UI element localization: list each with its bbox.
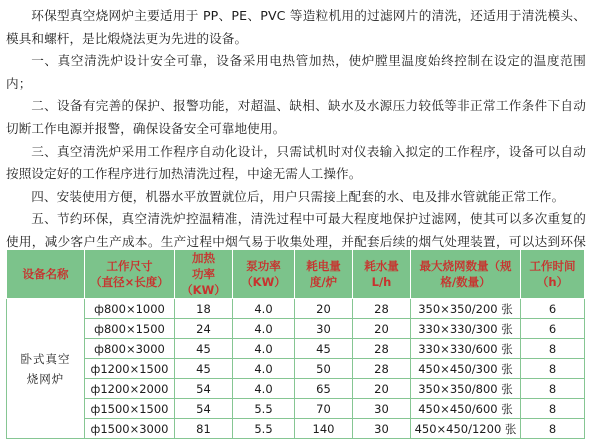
cell-working-time: 6 — [521, 319, 585, 339]
cell-water-consumption: 30 — [353, 399, 411, 419]
cell-power-consumption: 20 — [295, 299, 353, 319]
cell-working-size: ф800×1500 — [85, 319, 175, 339]
header-heating-power: 加热 功率（KW） — [175, 250, 233, 299]
cell-power-consumption: 140 — [295, 419, 353, 439]
table-header-row — [7, 250, 585, 299]
feature-paragraph-installation: 四、安装使用方便，机器水平放置就位后，用户只需接上配套的水、电及排水管就能正常工作。 — [31, 188, 565, 204]
header-working-size: 工作尺寸 （直径×长度） — [85, 250, 175, 299]
cell-pump-power: 5.5 — [233, 419, 295, 439]
table-row — [7, 419, 585, 439]
cell-power-consumption: 70 — [295, 399, 353, 419]
table-row — [7, 339, 585, 359]
cell-pump-power: 4.0 — [233, 379, 295, 399]
cell-water-consumption: 30 — [353, 419, 411, 439]
header-max-screen-quantity: 最大烧网数量（规 格/数量） — [411, 250, 521, 299]
cell-heating-power: 45 — [175, 359, 233, 379]
cell-working-size: ф1200×1500 — [85, 359, 175, 379]
spec-table — [6, 249, 585, 439]
cell-water-consumption: 20 — [353, 319, 411, 339]
cell-power-consumption: 45 — [295, 339, 353, 359]
cell-pump-power: 4.0 — [233, 319, 295, 339]
cell-heating-power: 24 — [175, 319, 233, 339]
table-body — [7, 299, 585, 439]
cell-working-time: 8 — [521, 359, 585, 379]
header-pump-power: 泵功率 （KW） — [233, 250, 295, 299]
cell-max-screen-quantity: 450×450/300 张 — [411, 359, 521, 379]
cell-heating-power: 54 — [175, 399, 233, 419]
description-text — [6, 5, 586, 276]
header-power-consumption: 耗电量 度/炉 — [295, 250, 353, 299]
cell-working-time: 8 — [521, 339, 585, 359]
cell-working-time: 8 — [521, 419, 585, 439]
table-row — [7, 299, 585, 319]
cell-water-consumption: 28 — [353, 299, 411, 319]
table-row — [7, 359, 585, 379]
cell-heating-power: 81 — [175, 419, 233, 439]
cell-water-consumption: 28 — [353, 339, 411, 359]
cell-power-consumption: 50 — [295, 359, 353, 379]
cell-max-screen-quantity: 350×350/200 张 — [411, 299, 521, 319]
cell-working-time: 8 — [521, 399, 585, 419]
cell-max-screen-quantity: 350×350/800 张 — [411, 379, 521, 399]
cell-working-size: ф800×3000 — [85, 339, 175, 359]
header-equipment-name: 设备名称 — [7, 250, 85, 299]
cell-heating-power: 45 — [175, 339, 233, 359]
cell-pump-power: 4.0 — [233, 299, 295, 319]
cell-max-screen-quantity: 450×450/1200 张 — [411, 419, 521, 439]
feature-paragraph-protection: 二、设备有完善的保护、报警功能，对超温、缺相、缺水及水源压力较低等非正常工作条件下自动切断工作电源并报警，确保设备安全可靠地使用。 — [6, 98, 586, 136]
cell-water-consumption: 28 — [353, 359, 411, 379]
cell-water-consumption: 20 — [353, 379, 411, 399]
cell-working-size: ф800×1000 — [85, 299, 175, 319]
cell-working-size: ф1500×3000 — [85, 419, 175, 439]
table-row — [7, 399, 585, 419]
table-row — [7, 379, 585, 399]
table-row — [7, 319, 585, 339]
cell-working-size: ф1500×1500 — [85, 399, 175, 419]
cell-working-size: ф1200×2000 — [85, 379, 175, 399]
header-working-time: 工作时间 （h） — [521, 250, 585, 299]
header-water-consumption: 耗水量 L/h — [353, 250, 411, 299]
cell-working-time: 6 — [521, 299, 585, 319]
cell-heating-power: 54 — [175, 379, 233, 399]
cell-equipment-name: 卧式真空 烧网炉 — [7, 299, 85, 439]
cell-max-screen-quantity: 330×330/300 张 — [411, 319, 521, 339]
cell-pump-power: 5.5 — [233, 399, 295, 419]
cell-power-consumption: 30 — [295, 319, 353, 339]
cell-power-consumption: 65 — [295, 379, 353, 399]
cell-pump-power: 4.0 — [233, 339, 295, 359]
cell-working-time: 8 — [521, 379, 585, 399]
feature-paragraph-automation: 三、真空清洗炉采用工作程序自动化设计，只需试机时对仪表输入拟定的工作程序，设备可以自动按照设定好的工作程序进行加热清洗过程，中途无需人工操作。 — [6, 143, 586, 182]
cell-pump-power: 4.0 — [233, 359, 295, 379]
cell-heating-power: 18 — [175, 299, 233, 319]
feature-paragraph-environment: 五、节约环保，真空清洗炉控温精准，清洗过程中可最大程度地保护过滤网，使其可以多次重复的使用，减少客户生产成本。生产过程中烟气易于收集处理，并配套后续的烟气处理装置，可以达到环保 — [6, 211, 586, 249]
cell-max-screen-quantity: 330×330/600 张 — [411, 339, 521, 359]
intro-paragraph: 环保型真空烧网炉主要适用于 PP、PE、PVC 等造粒机用的过滤网片的清洗，还适用于清洗模头、模具和螺杆，是比煅烧法更为先进的设备。 — [6, 8, 586, 46]
cell-max-screen-quantity: 450×450/600 张 — [411, 399, 521, 419]
feature-paragraph-safety: 一、真空清洗炉设计安全可靠，设备采用电热管加热，使炉膛里温度始终控制在设定的温度范围内； — [6, 53, 586, 91]
